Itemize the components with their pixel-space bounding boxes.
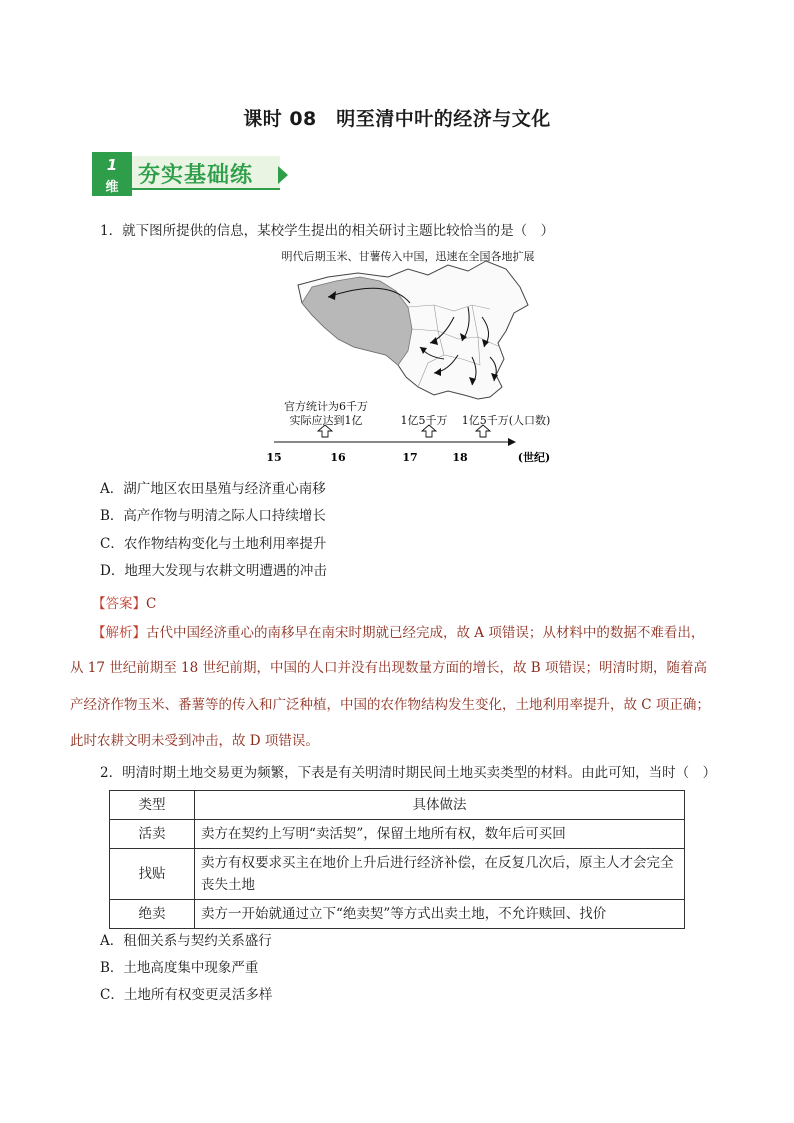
table-cell: 卖方有权要求买主在地价上升后进行经济补偿，在反复几次后，原主人才会完全丧失土地: [195, 849, 685, 900]
map-pop-17: 1亿5千万: [400, 414, 448, 427]
q2-option-c[interactable]: C．土地所有权变更灵活多样: [100, 987, 273, 1003]
section-number: 1: [106, 156, 118, 174]
timeline-tick: 18: [452, 451, 468, 464]
table-row: [110, 820, 685, 849]
section-banner: [92, 150, 288, 196]
page-title: 课时 08 明至清中叶的经济与文化: [243, 108, 551, 130]
analysis-line: 此时农耕文明未受到冲击，故 D 项错误。: [70, 733, 319, 749]
timeline-arrow-icon: [508, 438, 516, 446]
q2-option-b[interactable]: B．土地高度集中现象严重: [100, 960, 259, 976]
analysis-line: 古代中国经济重心的南移早在南宋时期就已经完成，故 A 项错误；从材料中的数据不难看出，: [146, 625, 705, 641]
timeline-tick: 17: [402, 451, 418, 464]
q1-option-a[interactable]: A．湖广地区农田垦殖与经济重心南移: [100, 481, 326, 497]
table-row: [110, 849, 685, 900]
table-header-row: [110, 791, 685, 820]
section-number-badge: [92, 152, 132, 196]
answer-tag: 【答案】: [92, 596, 146, 612]
map-note-actual: 实际应达到1亿: [289, 414, 363, 427]
question-1-stem: 1．就下图所提供的信息，某校学生提出的相关研讨主题比较恰当的是（ ）: [100, 223, 555, 239]
map-note-official: 官方统计为6千万: [284, 400, 368, 413]
answer-value: C: [146, 596, 157, 612]
table-cell: 找贴: [110, 849, 195, 900]
section-title: 夯实基础练: [138, 163, 254, 188]
table-cell: 绝卖: [110, 900, 195, 929]
table-row: [110, 900, 685, 929]
q1-answer: [92, 590, 156, 618]
q1-map-figure: [258, 247, 558, 469]
table-header-type: 类型: [110, 791, 195, 820]
timeline-unit: (世纪): [517, 451, 551, 464]
q1-option-c[interactable]: C．农作物结构变化与土地利用率提升: [100, 536, 327, 552]
question-2-stem: 2．明清时期土地交易更为频繁，下表是有关明清时期民间土地买卖类型的材料。由此可知，当时（ ）: [100, 765, 717, 781]
q1-option-b[interactable]: B．高产作物与明清之际人口持续增长: [100, 508, 326, 524]
q2-option-a[interactable]: A．租佃关系与契约关系盛行: [100, 933, 272, 949]
table-cell: 卖方一开始就通过立下“绝卖契”等方式出卖土地，不允许赎回、找价: [195, 900, 685, 929]
analysis-tag: 【解析】: [92, 625, 146, 641]
map-caption: 明代后期玉米、甘薯传入中国，迅速在全国各地扩展: [281, 250, 535, 263]
section-title-box: [132, 156, 280, 190]
table-header-method: 具体做法: [195, 791, 685, 820]
section-sub: 维: [105, 180, 119, 195]
analysis-line: 从 17 世纪前期至 18 世纪前期，中国的人口并没有出现数量方面的增长，故 B 项错误；明清时期，随着高: [70, 660, 708, 676]
q1-analysis: [92, 619, 732, 647]
table-cell: 卖方在契约上写明“卖活契”，保留土地所有权，数年后可买回: [195, 820, 685, 849]
timeline-tick: 16: [330, 451, 346, 464]
q1-option-d[interactable]: D．地理大发现与农耕文明遭遇的冲击: [100, 563, 327, 579]
q2-table: [109, 790, 685, 929]
timeline-tick: 15: [266, 451, 282, 464]
analysis-line: 产经济作物玉米、番薯等的传入和广泛种植，中国的农作物结构发生变化，土地利用率提升，故 C 项正确；: [70, 697, 710, 713]
map-pop-18: 1亿5千万(人口数): [461, 414, 551, 427]
table-cell: 活卖: [110, 820, 195, 849]
banner-arrow-icon: [278, 166, 288, 184]
